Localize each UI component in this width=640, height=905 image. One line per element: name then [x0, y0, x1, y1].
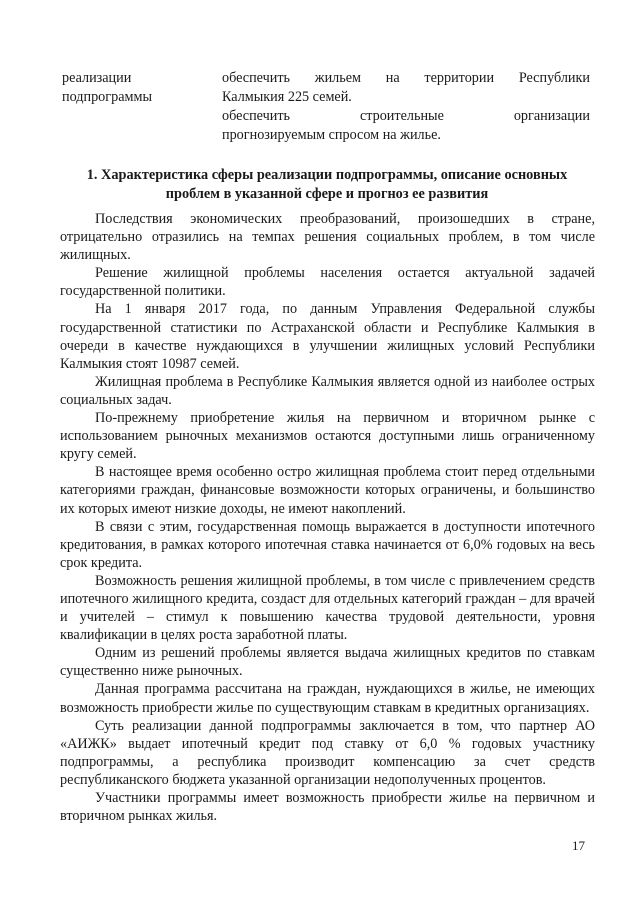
section-heading: [72, 166, 582, 204]
paragraph: Решение жилищной проблемы населения остается актуальной задачей государственной политики.: [60, 265, 595, 300]
paragraph: На 1 января 2017 года, по данным Управления Федеральной службы государственной статистики по Астраханской области и Республике Калмыкия в очереди в качестве нуждающихся в улучшении жилищных условий Республики Калмыкия стоят 10987 семей.: [60, 301, 595, 372]
paragraph: Суть реализации данной подпрограммы заключается в том, что партнер АО «АИЖК» выдает ипотечный кредит под ставку от 6,0 % годовых участнику подпрограммы, а республика производит компенсацию за счет средств республиканского бюджета указанной организации недополученных процентов.: [60, 717, 595, 788]
table-right-line: обеспечить жильем на территории Республики: [222, 70, 590, 86]
paragraph: Одним из решений проблемы является выдача жилищных кредитов по ставкам существенно ниже рыночных.: [60, 645, 595, 680]
page-number: 17: [572, 838, 585, 853]
section-heading-line: 1. Характеристика сферы реализации подпрограммы, описание основных: [86, 167, 568, 183]
table-right-line: прогнозируемым спросом на жилье.: [222, 127, 441, 143]
paragraph: Возможность решения жилищной проблемы, в том числе с привлечением средств ипотечного жилищного кредита, создаст для отдельных категорий граждан – для врачей и учителей – стимул к повышению качества трудовой деятельности, уровня квалификации в целях роста заработной платы.: [60, 572, 595, 644]
table-right-line: Калмыкия 225 семей.: [222, 89, 352, 105]
paragraph: Данная программа рассчитана на граждан, нуждающихся в жилье, не имеющих возможность приобрести жилье по существующим ставкам в кредитных организациях.: [60, 681, 595, 716]
paragraph: Участники программы имеет возможность приобрести жилье на первичном и вторичном рынках жилья.: [60, 790, 595, 825]
table-right-cell: [222, 69, 590, 145]
paragraph: В настоящее время особенно остро жилищная проблема стоит перед отдельными категориями граждан, финансовые возможности которых ограничены, и большинство их которых имеют низкие доходы, не имеют накоплений.: [60, 464, 595, 517]
table-right-line: обеспечить строительные организации: [222, 108, 590, 124]
table-left-line: подпрограммы: [62, 89, 152, 105]
body-text: [60, 210, 595, 825]
paragraph: Жилищная проблема в Республике Калмыкия является одной из наиболее острых социальных задач.: [60, 373, 595, 408]
section-heading-line: проблем в указанной сфере и прогноз ее развития: [165, 186, 489, 202]
table-left-cell: [62, 69, 212, 107]
paragraph: Последствия экономических преобразований, произошедших в стране, отрицательно отразились на темпах решения социальных проблем, в том числе жилищных.: [60, 211, 595, 264]
paragraph: В связи с этим, государственная помощь выражается в доступности ипотечного кредитования, в рамках которого ипотечная ставка начинается от 6,0% годовых на весь срок кредита.: [60, 518, 595, 571]
table-left-line: реализации: [62, 70, 132, 86]
paragraph: По-прежнему приобретение жилья на первичном и вторичном рынке с использованием рыночных механизмов остаются доступными лишь ограниченному кругу семей.: [60, 410, 595, 463]
